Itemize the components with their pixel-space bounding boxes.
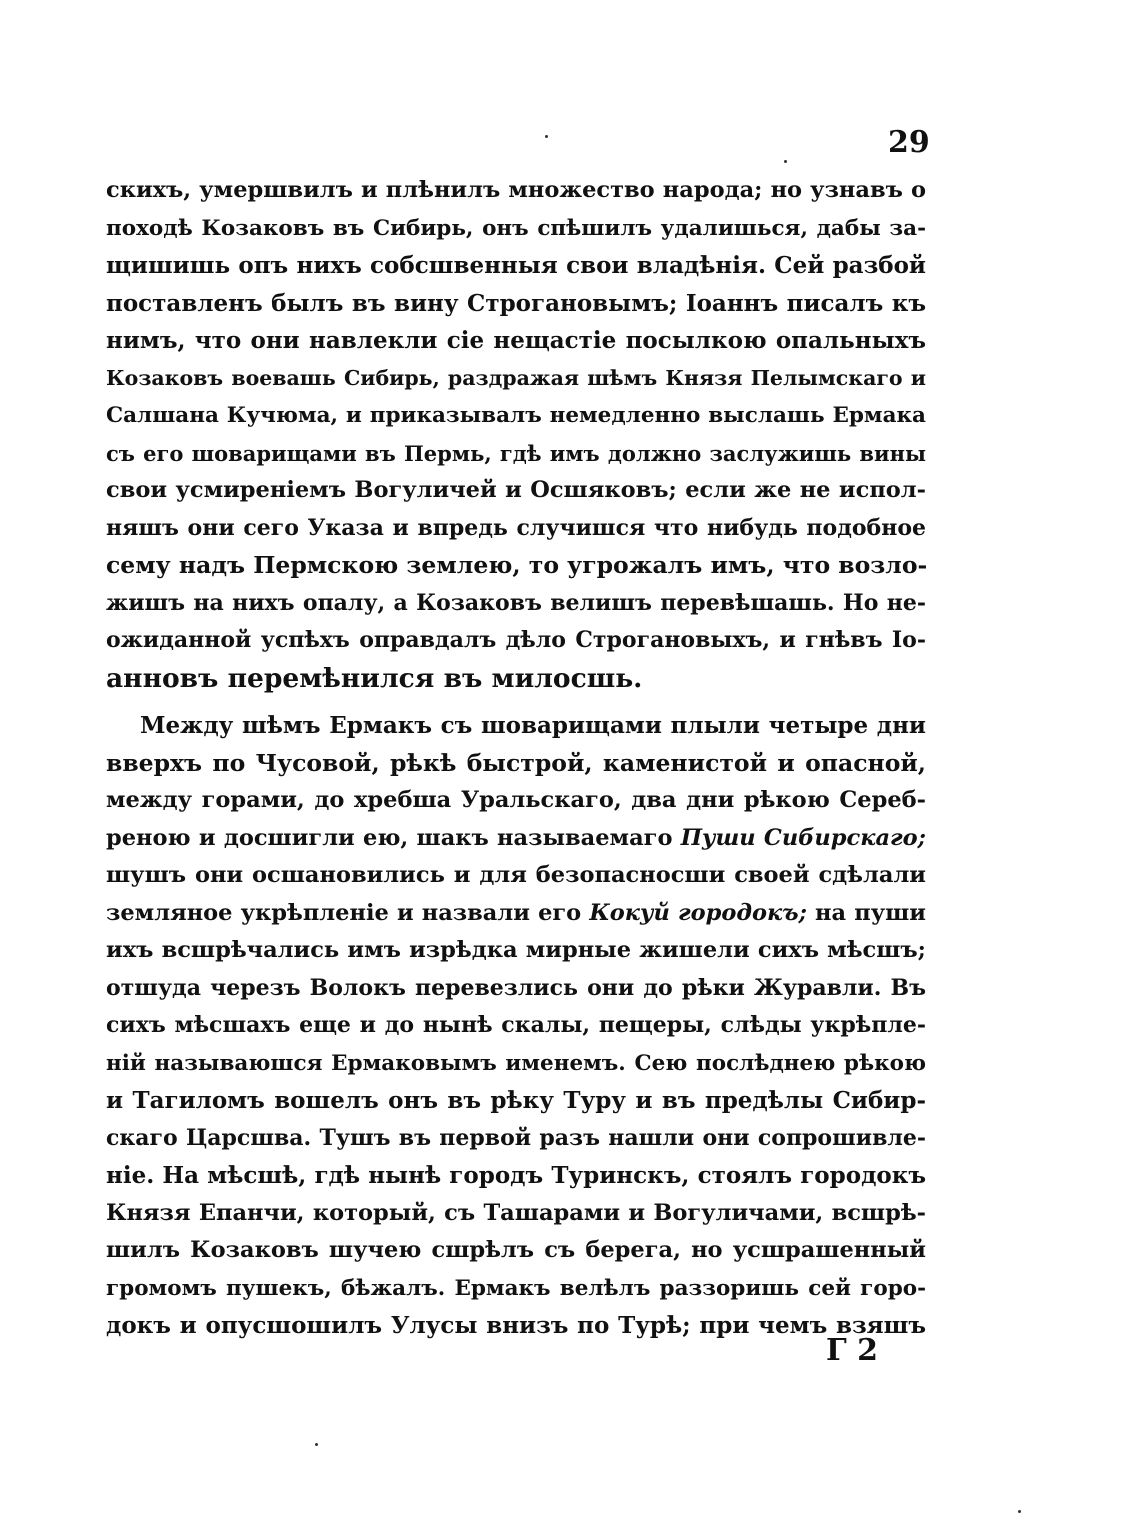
text-line [106,820,926,858]
text-line: и Тагиломъ вошелъ онъ въ рѣку Туру и въ предѣлы Сибир- [106,1087,926,1114]
text-line: анновъ перемѣнился въ милосшь. [106,662,643,694]
printer-signature-mark: Г 2 [826,1333,879,1368]
text-line: между горами, до хребша Уральскаго, два дни рѣкою Сереб- [106,787,926,813]
text-line: вверхъ по Чусовой, рѣкѣ быстрой, каменистой и опасной, [106,748,926,777]
text-line [106,895,926,933]
text-line: докъ и опусшошилъ Улусы внизъ по Турѣ; при чемъ взяшъ [106,1312,926,1339]
scan-speck [1018,1510,1021,1513]
text-segment: на пуши [806,899,926,926]
text-line: няшъ они сего Указа и впредь случишся что нибудь подобное [106,514,926,541]
scan-speck [784,160,787,163]
italic-place-name: Кокуй городокъ; [589,899,807,926]
text-line: Козаковъ воевашь Сибирь, раздражая шѣмъ Князя Пелымскаго и [106,365,926,390]
text-line: отшуда черезъ Волокъ перевезлись они до рѣки Журавли. Въ [106,974,926,1001]
text-line: ніе. На мѣсшѣ, гдѣ нынѣ городъ Туринскъ, стоялъ городокъ [106,1162,926,1189]
text-line: Князя Епанчи, который, съ Ташарами и Вогуличами, всшрѣ- [106,1199,926,1226]
text-line: шушъ они осшановились и для безопасносши своей сдѣлали [106,862,926,888]
body-text [106,172,926,1345]
text-line: съ его шоварищами въ Пермь, гдѣ имъ должно заслужишь вины [106,440,926,466]
text-line: Между шѣмъ Ермакъ съ шоварищами плыли четыре дни [140,712,926,739]
text-segment: земляное укрѣпленіе и назвали его [106,899,590,926]
text-line: громомъ пушекъ, бѣжалъ. Ермакъ велѣлъ раззоришь сей горо- [106,1275,926,1301]
text-line: нимъ, что они навлекли сіе нещастіе посылкою опальныхъ [106,327,926,354]
text-line: шилъ Козаковъ шучею сшрѣлъ съ берега, но усшрашенный [106,1237,926,1263]
text-line: скихъ, умершвилъ и плѣнилъ множество народа; но узнавъ о [106,177,926,203]
text-segment: реною и досшигли ею, шакъ называемаго [106,824,681,851]
text-line: Салшана Кучюма, и приказывалъ немедленно выслашь Ермака [106,403,926,428]
text-line: жишъ на нихъ опалу, а Козаковъ велишъ перевѣшашь. Но не- [106,589,926,616]
text-line: сихъ мѣсшахъ еще и до нынѣ скалы, пещеры, слѣды укрѣпле- [106,1012,926,1038]
scan-speck [545,135,548,138]
italic-place-name: Пуши Сибирскаго; [680,824,926,851]
page-number: 29 [888,125,930,160]
paragraph-gap [106,697,926,707]
text-line: щишишь опъ нихъ собсшвенныя свои владѣнія. Сей разбой [106,252,926,279]
text-line: ній называюшся Ермаковымъ именемъ. Сею послѣднею рѣкою [106,1050,926,1076]
text-line: свои усмиреніемъ Вогуличей и Осшяковъ; если же не испол- [106,477,926,503]
text-line: скаго Царсшва. Тушъ въ первой разъ нашли они сопрошивле- [106,1124,926,1151]
text-line: ожиданной успѣхъ оправдалъ дѣло Строгановыхъ, и гнѣвъ Іо- [106,627,926,653]
text-line: походѣ Козаковъ въ Сибирь, онъ спѣшилъ удалишься, дабы за- [106,215,926,241]
text-line: поставленъ былъ въ вину Строгановымъ; Іоаннъ писалъ къ [106,289,926,317]
text-line: ихъ всшрѣчались имъ изрѣдка мирные жишели сихъ мѣсшъ; [106,937,926,963]
scan-speck [315,1443,318,1446]
text-line: сему надъ Пермскою землею, то угрожалъ имъ, что возло- [106,551,928,579]
